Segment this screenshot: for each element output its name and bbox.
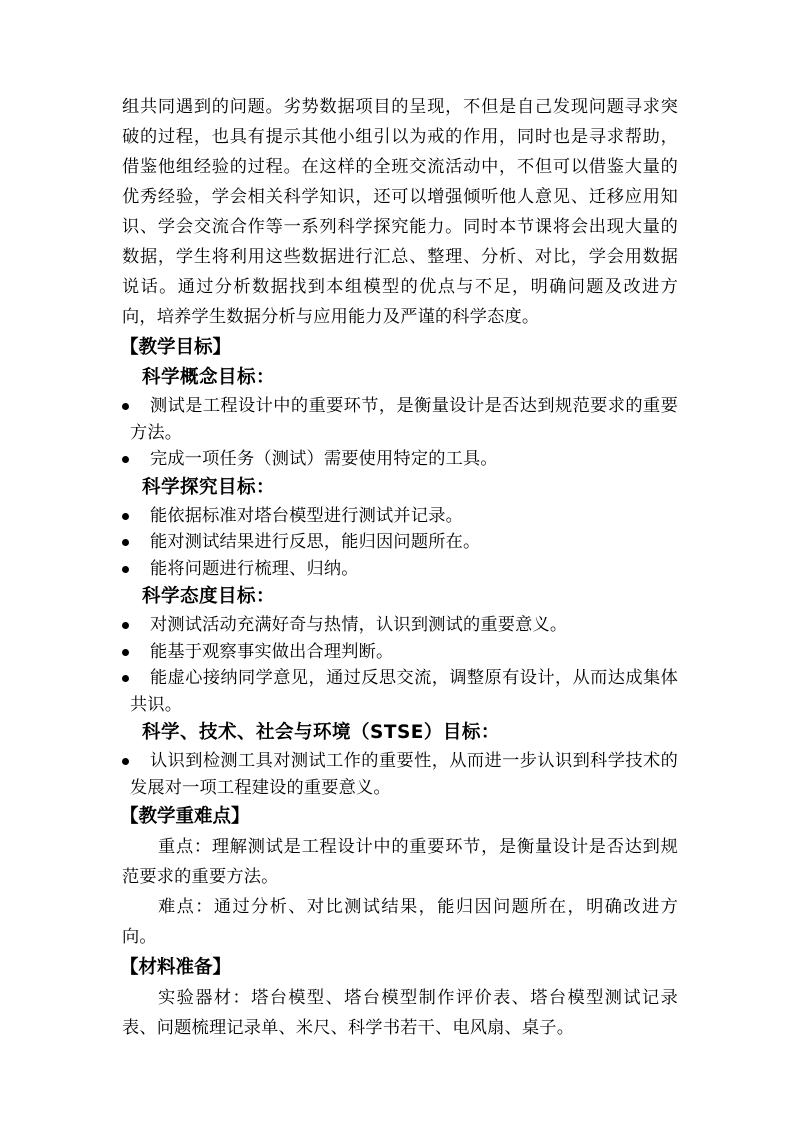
list-item (122, 612, 678, 639)
subtitle-inquiry-goals: 科学探究目标： (142, 476, 276, 498)
focus-paragraph: 重点：理解测试是工程设计中的重要环节，是衡量设计是否达到规范要求的重要方法。 (122, 837, 678, 887)
bullet-icon (122, 675, 129, 682)
list-item-text: 能将问题进行梳理、归纳。 (150, 558, 359, 579)
list-item (122, 665, 678, 718)
section-title-materials: 【材料准备】 (120, 957, 232, 978)
document-page (122, 92, 678, 1043)
subtitle-stse-goals: 科学、技术、社会与环境（STSE）目标： (142, 722, 500, 743)
stse-goals-list (122, 748, 678, 801)
subtitle-concept-goals: 科学概念目标： (142, 367, 276, 388)
list-item (122, 639, 678, 666)
bullet-icon (122, 566, 129, 573)
subtitle-attitude-goals: 科学态度目标： (142, 586, 276, 607)
bullet-icon (122, 622, 129, 629)
list-item-text: 能对测试结果进行反思，能归因问题所在。 (150, 532, 481, 552)
materials-paragraph: 实验器材：塔台模型、塔台模型制作评价表、塔台模型测试记录表、问题梳理记录单、米尺、科学书若干、电风扇、桌子。 (122, 988, 678, 1038)
section-title-keypoints: 【教学重难点】 (120, 806, 250, 827)
list-item (122, 446, 678, 473)
list-item-text: 能依据标准对塔台模型进行测试并记录。 (150, 505, 463, 526)
list-item (122, 503, 678, 530)
section-title-goals: 【教学目标】 (120, 337, 232, 358)
bullet-icon (122, 539, 129, 546)
bullet-icon (122, 456, 129, 463)
bullet-icon (122, 758, 129, 765)
bullet-icon (122, 403, 129, 410)
list-item (122, 748, 678, 801)
list-item (122, 529, 678, 556)
list-item (122, 393, 678, 446)
list-item-text: 对测试活动充满好奇与热情，认识到测试的重要意义。 (150, 615, 568, 635)
list-item-text: 认识到检测工具对测试工作的重要性，从而进一步认识到科学技术的发展对一项工程建设的重要意义。 (130, 751, 678, 798)
attitude-goals-list (122, 612, 678, 718)
bullet-icon (122, 513, 129, 520)
concept-goals-list (122, 393, 678, 473)
list-item-text: 能虚心接纳同学意见，通过反思交流，调整原有设计，从而达成集体共识。 (130, 668, 678, 715)
difficulty-paragraph: 难点：通过分析、对比测试结果，能归因问题所在，明确改进方向。 (122, 897, 678, 947)
bullet-icon (122, 649, 129, 656)
list-item (122, 556, 678, 583)
list-item-text: 测试是工程设计中的重要环节，是衡量设计是否达到规范要求的重要方法。 (130, 396, 678, 443)
list-item-text: 能基于观察事实做出合理判断。 (150, 641, 394, 662)
list-item-text: 完成一项任务（测试）需要使用特定的工具。 (150, 449, 498, 469)
inquiry-goals-list (122, 503, 678, 583)
intro-paragraph: 组共同遇到的问题。劣势数据项目的呈现，不但是自己发现问题寻求突破的过程，也具有提示其他小组引以为戒的作用，同时也是寻求帮助，借鉴他组经验的过程。在这样的全班交流活动中，不但可以借鉴大量的优秀经验，学会相关科学知识，还可以增强倾听他人意见、迁移应用知识、学会交流合作等一系列科学探究能力。同时本节课将会出现大量的数据，学生将利用这些数据进行汇总、整理、分析、对比，学会用数据说话。通过分析数据找到本组模型的优点与不足，明确问题及改进方向，培养学生数据分析与应用能力及严谨的科学态度。 (122, 97, 678, 327)
